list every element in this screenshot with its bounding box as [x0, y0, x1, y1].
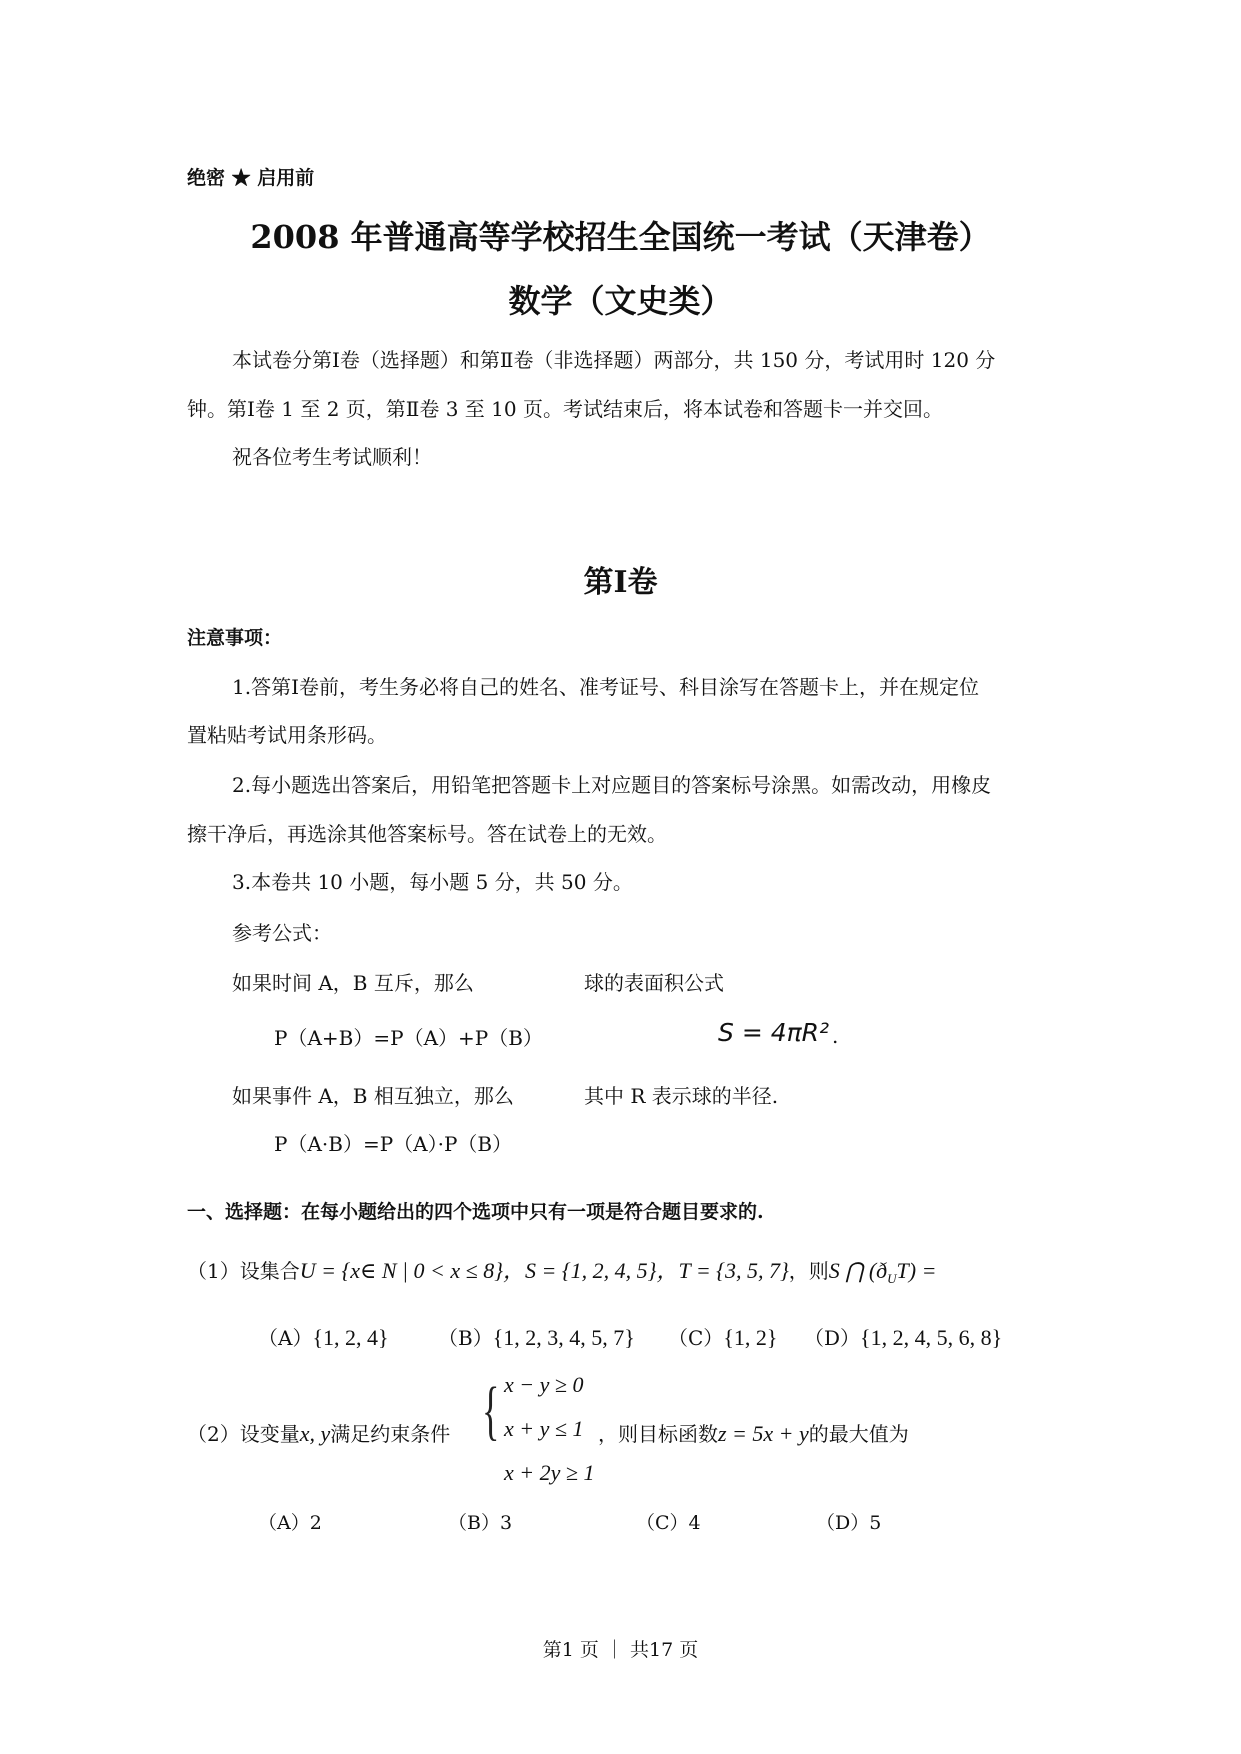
exam-title: 2008 年普通高等学校招生全国统一考试（天津卷） — [250, 218, 991, 256]
option-value: {1, 2, 3, 4, 5, 7} — [492, 1325, 635, 1350]
formula-sphere-area: S = 4πR² — [718, 1018, 830, 1047]
note-2-line-1: 2.每小题选出答案后，用铅笔把答题卡上对应题目的答案标号涂黑。如需改动，用橡皮 — [232, 773, 992, 797]
question-2-option-d — [816, 1508, 881, 1535]
formula-left-3: 如果事件 A，B 相互独立，那么 — [232, 1084, 514, 1108]
question-2-option-b — [448, 1508, 512, 1535]
question-2-number: （2） — [187, 1422, 240, 1446]
option-label: （B） — [448, 1512, 500, 1534]
option-value: 5 — [869, 1512, 882, 1534]
constraint-1: x − y ≥ 0 — [504, 1372, 584, 1397]
question-2-text-b: 满足约束条件 — [330, 1422, 451, 1446]
option-label: （B） — [438, 1326, 493, 1350]
option-label: （C） — [668, 1326, 724, 1350]
part1-heading: 一、选择题：在每小题给出的四个选项中只有一项是符合题目要求的. — [187, 1201, 764, 1223]
question-1-text-a: 设集合 — [239, 1259, 300, 1283]
page-footer: 第1 页 ｜ 共17 页 — [542, 1639, 699, 1661]
formula-sphere-dot: . — [832, 1024, 839, 1048]
option-label: （D） — [804, 1326, 861, 1350]
question-2-tail — [598, 1418, 909, 1447]
option-value: {1, 2, 4, 5, 6, 8} — [860, 1325, 1003, 1350]
question-2-option-a — [258, 1508, 322, 1535]
question-1-expr-sub: U — [887, 1271, 897, 1286]
question-1-text-b: ，则 — [788, 1259, 829, 1283]
question-1 — [187, 1254, 936, 1287]
confidential-label: 绝密 ★ 启用前 — [187, 167, 315, 189]
note-3: 3.本卷共 10 小题，每小题 5 分，共 50 分。 — [232, 870, 633, 894]
option-value: {1, 2} — [723, 1325, 778, 1350]
question-1-expr: S ⋂ (ð — [828, 1258, 888, 1283]
question-1-set-t: ，T = {3, 5, 7} — [656, 1258, 789, 1283]
question-2-text-d: 的最大值为 — [808, 1422, 909, 1446]
option-value: 4 — [688, 1512, 701, 1534]
formula-right-3: 其中 R 表示球的半径. — [584, 1084, 779, 1108]
formula-left-2: P（A+B）=P（A）+P（B） — [274, 1026, 543, 1050]
question-2-text-c: ，则目标函数 — [598, 1422, 718, 1446]
formula-title: 参考公式： — [232, 921, 332, 945]
question-1-option-b — [438, 1322, 635, 1351]
question-2-objective: z = 5x + y — [718, 1421, 809, 1446]
option-value: {1, 2, 4} — [312, 1325, 389, 1350]
question-2-lead — [187, 1418, 450, 1447]
question-1-expr-end: T) = — [896, 1258, 937, 1283]
exam-subtitle: 数学（文史类） — [508, 282, 733, 320]
formula-left-4: P（A·B）=P（A）·P（B） — [274, 1132, 513, 1156]
notice-title: 注意事项： — [187, 627, 283, 649]
note-1-line-2: 置粘贴考试用条形码。 — [187, 723, 387, 747]
question-1-option-c — [668, 1322, 777, 1351]
question-2-text-a: 设变量 — [239, 1422, 300, 1446]
constraint-3: x + 2y ≥ 1 — [504, 1460, 595, 1485]
option-label: （A） — [258, 1326, 313, 1350]
note-2-line-2: 擦干净后，再选涂其他答案标号。答在试卷上的无效。 — [187, 822, 667, 846]
question-1-set-u: U = {x∈ N | 0 < x ≤ 8} — [299, 1258, 504, 1283]
formula-right-1: 球的表面积公式 — [584, 971, 724, 995]
question-1-number: （1） — [187, 1259, 240, 1283]
intro-line-1: 本试卷分第Ⅰ卷（选择题）和第Ⅱ卷（非选择题）两部分，共 150 分，考试用时 120 分 — [232, 348, 996, 372]
question-2-vars: x, y — [299, 1421, 331, 1446]
constraint-brace: { — [482, 1374, 500, 1447]
option-label: （A） — [258, 1512, 310, 1534]
question-1-option-a — [258, 1322, 389, 1351]
formula-left-1: 如果时间 A，B 互斥，那么 — [232, 971, 474, 995]
option-value: 2 — [309, 1512, 322, 1534]
constraint-2: x + y ≤ 1 — [504, 1416, 584, 1441]
question-1-set-s: ，S = {1, 2, 4, 5} — [503, 1258, 657, 1283]
section-heading: 第Ⅰ卷 — [583, 565, 658, 600]
question-2-option-c — [636, 1508, 701, 1535]
question-1-option-d — [804, 1322, 1002, 1351]
option-value: 3 — [499, 1512, 513, 1534]
intro-wish: 祝各位考生考试顺利！ — [232, 445, 432, 469]
note-1-line-1: 1.答第Ⅰ卷前，考生务必将自己的姓名、准考证号、科目涂写在答题卡上，并在规定位 — [232, 675, 979, 699]
option-label: （D） — [816, 1512, 870, 1534]
intro-line-2: 钟。第Ⅰ卷 1 至 2 页，第Ⅱ卷 3 至 10 页。考试结束后，将本试卷和答题卡一并交回。 — [187, 397, 943, 421]
option-label: （C） — [636, 1512, 689, 1534]
